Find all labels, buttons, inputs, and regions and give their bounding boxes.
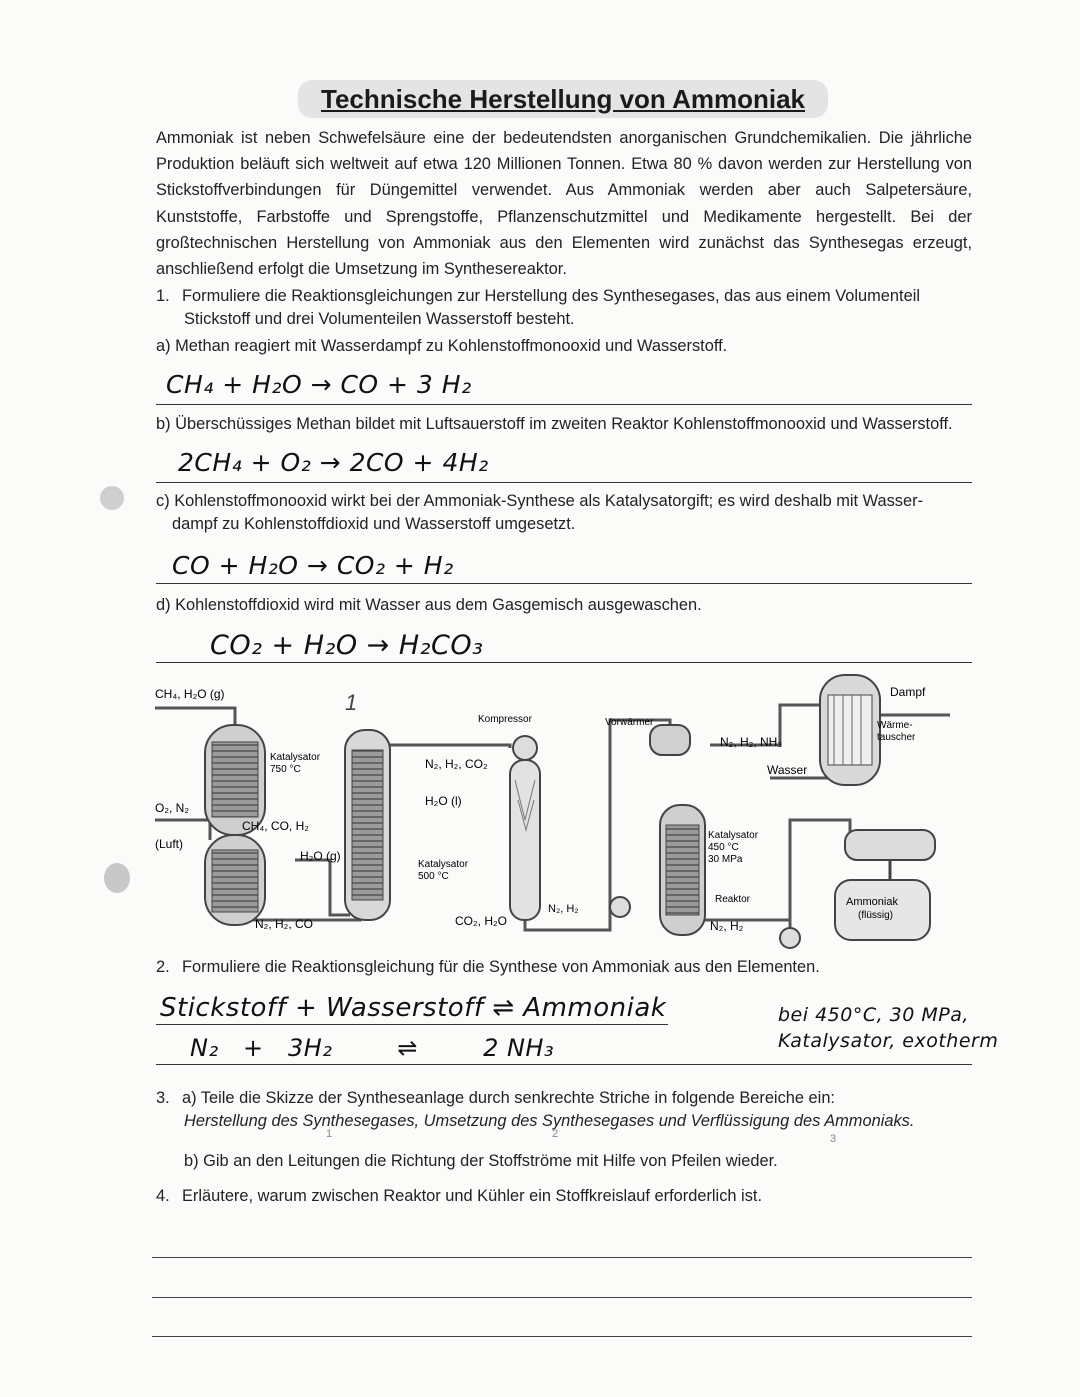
- task4-text: 4. Erläutere, warum zwischen Reaktor und Kühler ein Stoffkreislauf erforderlich ist.: [156, 1185, 762, 1208]
- task3-mark-3: 3: [830, 1133, 837, 1145]
- label-catalyst2: Katalysator: [418, 859, 469, 870]
- label-water: Wasser: [767, 763, 808, 777]
- task3-text: 3. a) Teile die Skizze der Syntheseanlage durch senkrechte Striche in folgende Bereiche ein: Herstellung des Synthesegases, Umsetzung des Synthesegases und Verflüssigung des Ammoniaks.: [156, 1089, 915, 1130]
- punch-hole-top: [100, 486, 124, 510]
- punch-hole-bottom: [104, 863, 130, 893]
- label-catalyst1-temp: 750 °C: [270, 764, 301, 775]
- compressor: [513, 736, 537, 760]
- task1-number: 1.: [156, 287, 170, 305]
- label-mix4: N₂, H₂, NH₃: [720, 735, 783, 749]
- task1b-answer: 2CH₄ + O₂ → 2CO + 4H₂: [178, 448, 489, 477]
- task2-number: 2.: [156, 958, 170, 976]
- task1c-answer: CO + H₂O → CO₂ + H₂: [172, 551, 454, 580]
- task4-number: 4.: [156, 1187, 170, 1205]
- task2-answer-words: Stickstoff + Wasserstoff ⇌ Ammoniak: [160, 993, 667, 1023]
- label-mix1: CH₄, CO, H₂: [242, 819, 309, 833]
- label-heat-exchanger-1: Wärme-: [877, 720, 913, 731]
- label-recycle: N₂, H₂: [710, 919, 744, 933]
- task2-conditions-1: bei 450°C, 30 MPa,: [778, 1004, 969, 1026]
- label-catalyst2-temp: 500 °C: [418, 871, 449, 882]
- label-catalyst3-pressure: 30 MPa: [708, 854, 743, 865]
- label-steam-out: Dampf: [890, 685, 926, 699]
- task1a-text: a) Methan reagiert mit Wasserdampf zu Kohlenstoffmonooxid und Wasserstoff.: [156, 337, 728, 355]
- co2-scrubber: [510, 760, 540, 920]
- label-ammonia-1: Ammoniak: [846, 896, 898, 908]
- separator-tank: [835, 830, 935, 940]
- task2-conditions-2: Katalysator, exotherm: [778, 1030, 999, 1052]
- answer-line-4a: [152, 1257, 972, 1258]
- task1d-answer: CO₂ + H₂O → H₂CO₃: [210, 630, 484, 661]
- answer-line-4b: [152, 1297, 972, 1298]
- task1b-text: b) Überschüssiges Methan bildet mit Luftsauerstoff im zweiten Reaktor Kohlenstoffmonooxid und Wasserstoff.: [156, 415, 953, 433]
- answer-line-1d: [156, 662, 972, 663]
- answer-line-1c: [156, 583, 972, 584]
- label-feed: CH₄, H₂O (g): [155, 687, 225, 701]
- page-title: Technische Herstellung von Ammoniak: [298, 80, 828, 118]
- task3b-text: b) Gib an den Leitungen die Richtung der Stoffströme mit Hilfe von Pfeilen wieder.: [184, 1152, 778, 1170]
- label-water-liquid: H₂O (l): [425, 794, 462, 808]
- label-catalyst1: Katalysator: [270, 752, 321, 763]
- label-preheater: Vorwärmer: [605, 717, 654, 728]
- label-waste: CO₂, H₂O: [455, 914, 507, 928]
- task3-number: 3.: [156, 1089, 170, 1107]
- ammonia-plant-diagram: [150, 670, 970, 955]
- label-ammonia-2: (flüssig): [858, 910, 894, 921]
- label-mix3: N₂, H₂, CO₂: [425, 757, 488, 771]
- label-mix2: N₂, H₂, CO: [255, 917, 313, 931]
- label-catalyst3-temp: 450 °C: [708, 842, 739, 853]
- answer-line-4c: [152, 1336, 972, 1337]
- task1a-answer: CH₄ + H₂O → CO + 3 H₂: [166, 370, 472, 399]
- label-heat-exchanger-2: tauscher: [877, 732, 916, 743]
- label-steam: H₂O (g): [300, 849, 341, 863]
- preheater-reactor: [610, 725, 800, 948]
- label-air-note: (Luft): [155, 837, 184, 851]
- task2-answer-formula: N₂ + 3H₂ ⇌ 2 NH₃: [190, 1034, 555, 1062]
- label-catalyst3: Katalysator: [708, 830, 759, 841]
- label-air: O₂, N₂: [155, 801, 189, 815]
- task3-mark-2: 2: [552, 1128, 559, 1140]
- task1c-text: c) Kohlenstoffmonooxid wirkt bei der Ammoniak-Synthese als Katalysatorgift; es wird deshalb mit Wasser- dampf zu Kohlenstoffdioxid und Wasserstoff umgesetzt.: [156, 492, 924, 533]
- answer-line-2a: [156, 1024, 668, 1025]
- answer-line-1a: [156, 404, 972, 405]
- intro-paragraph: Ammoniak ist neben Schwefelsäure eine der bedeutendsten anorganischen Grundchemikalien. Die jährliche Produktion beläuft sich weltweit auf etwa 120 Millionen Tonnen. Etwa 80 % davon werden zur Herstellung von Stickstoffverbindungen für Düngemittel verwendet. Aus Ammoniak werden aber auch Salpetersäure, Kunststoffe, Farbstoffe und Sprengstoffe, Pflanzenschutzmittel und Medikamente hergestellt. Bei der großtechnischen Herstellung von Ammoniak aus den Elementen wird zunächst das Synthesegas erzeugt, anschließend erfolgt die Umsetzung im Synthesereaktor.: [156, 129, 972, 279]
- label-compressor: Kompressor: [478, 714, 532, 725]
- answer-line-2b: [156, 1064, 972, 1065]
- answer-line-1b: [156, 482, 972, 483]
- wash-column: [345, 730, 390, 920]
- label-reactor: Reaktor: [715, 894, 751, 905]
- cooler: [820, 675, 880, 785]
- handwritten-mark: 1: [345, 690, 358, 715]
- task1d-text: d) Kohlenstoffdioxid wird mit Wasser aus dem Gasgemisch ausgewaschen.: [156, 596, 702, 614]
- task1-text: 1. Formuliere die Reaktionsgleichungen zur Herstellung des Synthesegases, das aus einem Volumenteil Stickstoff und drei Volumenteilen Wasserstoff besteht.: [156, 287, 920, 328]
- task3-mark-1: 1: [326, 1128, 333, 1140]
- task2-text: 2. Formuliere die Reaktionsgleichung für die Synthese von Ammoniak aus den Elementen.: [156, 956, 820, 979]
- label-nh-mix: N₂, H₂: [548, 903, 579, 915]
